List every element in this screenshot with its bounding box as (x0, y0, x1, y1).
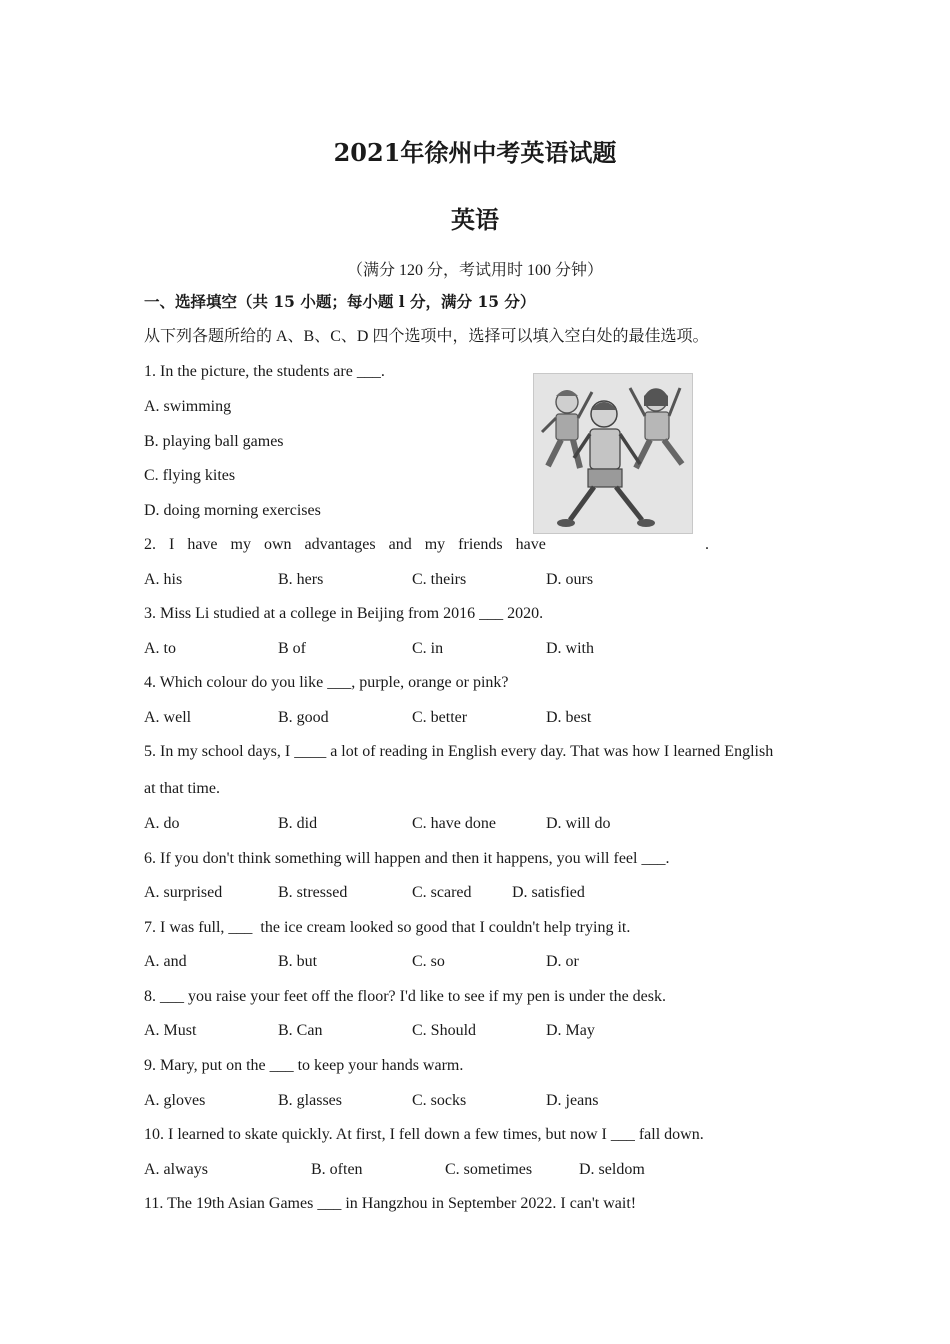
question-2-option-c: C. theirs (412, 571, 467, 588)
question-7-option-d: D. or (546, 953, 579, 970)
question-4-option-a: A. well (144, 709, 192, 726)
question-2-stem-row (144, 535, 709, 555)
question-4-option-c: C. better (412, 709, 468, 726)
question-5-option-b: B. did (278, 815, 318, 832)
question-5-option-a: A. do (144, 815, 180, 832)
question-1-option-a: A. swimming (144, 398, 232, 415)
question-2-option-a: A. his (144, 571, 183, 588)
question-1-stem: 1. In the picture, the students are ___. (144, 363, 385, 380)
question-3-stem: 3. Miss Li studied at a college in Beijing from 2016 ___ 2020. (144, 605, 544, 622)
question-7-stem: 7. I was full, ___ the ice cream looked so good that I couldn't help trying it. (144, 919, 631, 936)
question-6-option-c: C. scared (412, 884, 472, 901)
question-7-option-b: B. but (278, 953, 318, 970)
question-3-option-a: A. to (144, 640, 176, 657)
question-6-stem: 6. If you don't think something will happen and then it happens, you will feel ___. (144, 850, 670, 867)
question-10-option-d: D. seldom (579, 1161, 645, 1178)
question-3-option-c: C. in (412, 640, 444, 657)
question-8-option-a: A. Must (144, 1022, 197, 1039)
question-6-option-b: B. stressed (278, 884, 348, 901)
question-4-stem: 4. Which colour do you like ___, purple, orange or pink? (144, 674, 509, 691)
question-4-option-d: D. best (546, 709, 592, 726)
question-9-option-c: C. socks (412, 1092, 467, 1109)
question-10-option-c: C. sometimes (445, 1161, 533, 1178)
question-3-option-d: D. with (546, 640, 594, 657)
question-10-option-b: B. often (311, 1161, 363, 1178)
question-1-option-c: C. flying kites (144, 467, 236, 484)
question-3-option-b: B of (278, 640, 306, 657)
question-2-option-b: B. hers (278, 571, 324, 588)
exam-title: 2021年徐州中考英语试题 (333, 138, 617, 167)
question-1-option-b: B. playing ball games (144, 433, 284, 450)
question-8-option-b: B. Can (278, 1022, 323, 1039)
question-9-option-a: A. gloves (144, 1092, 206, 1109)
question-5-stem: 5. In my school days, I ____ a lot of reading in English every day. That was how I learned English (144, 743, 774, 760)
question-2-stem: 2. I have my own advantages and my friends have (144, 536, 546, 553)
question-10-option-a: A. always (144, 1161, 208, 1178)
question-9-option-b: B. glasses (278, 1092, 342, 1109)
question-9-option-d: D. jeans (546, 1092, 599, 1109)
section-instruction: 从下列各题所给的 A、B、C、D 四个选项中，选择可以填入空白处的最佳选项。 (144, 328, 709, 345)
question-10-stem: 10. I learned to skate quickly. At first, I fell down a few times, but now I ___ fall down. (144, 1126, 704, 1143)
question-8-option-c: C. Should (412, 1022, 477, 1039)
question-8-option-d: D. May (546, 1022, 595, 1039)
question-2-option-d: D. ours (546, 571, 594, 588)
question-2-end-mark: . (705, 536, 709, 553)
question-5-stem-continued: at that time. (144, 780, 220, 797)
score-note: （满分 120 分，考试用时 100 分钟） (346, 262, 603, 279)
question-5-option-d: D. will do (546, 815, 611, 832)
children-exercising-drawing (534, 374, 692, 533)
question-4-option-b: B. good (278, 709, 329, 726)
question-6-option-d: D. satisfied (512, 884, 585, 901)
question-1-option-d: D. doing morning exercises (144, 502, 321, 519)
question-7-option-c: C. so (412, 953, 445, 970)
section-heading: 一、选择填空（共 15 小题；每小题 l 分，满分 15 分） (144, 292, 536, 311)
question-7-option-a: A. and (144, 953, 187, 970)
question-5-option-c: C. have done (412, 815, 496, 832)
question-6-option-a: A. surprised (144, 884, 223, 901)
question-11-stem: 11. The 19th Asian Games ___ in Hangzhou in September 2022. I can't wait! (144, 1195, 637, 1212)
question-8-stem: 8. ___ you raise your feet off the floor? I'd like to see if my pen is under the desk. (144, 988, 666, 1005)
subject-title: 英语 (451, 205, 499, 234)
exercise-illustration (533, 373, 693, 534)
question-9-stem: 9. Mary, put on the ___ to keep your hands warm. (144, 1057, 464, 1074)
